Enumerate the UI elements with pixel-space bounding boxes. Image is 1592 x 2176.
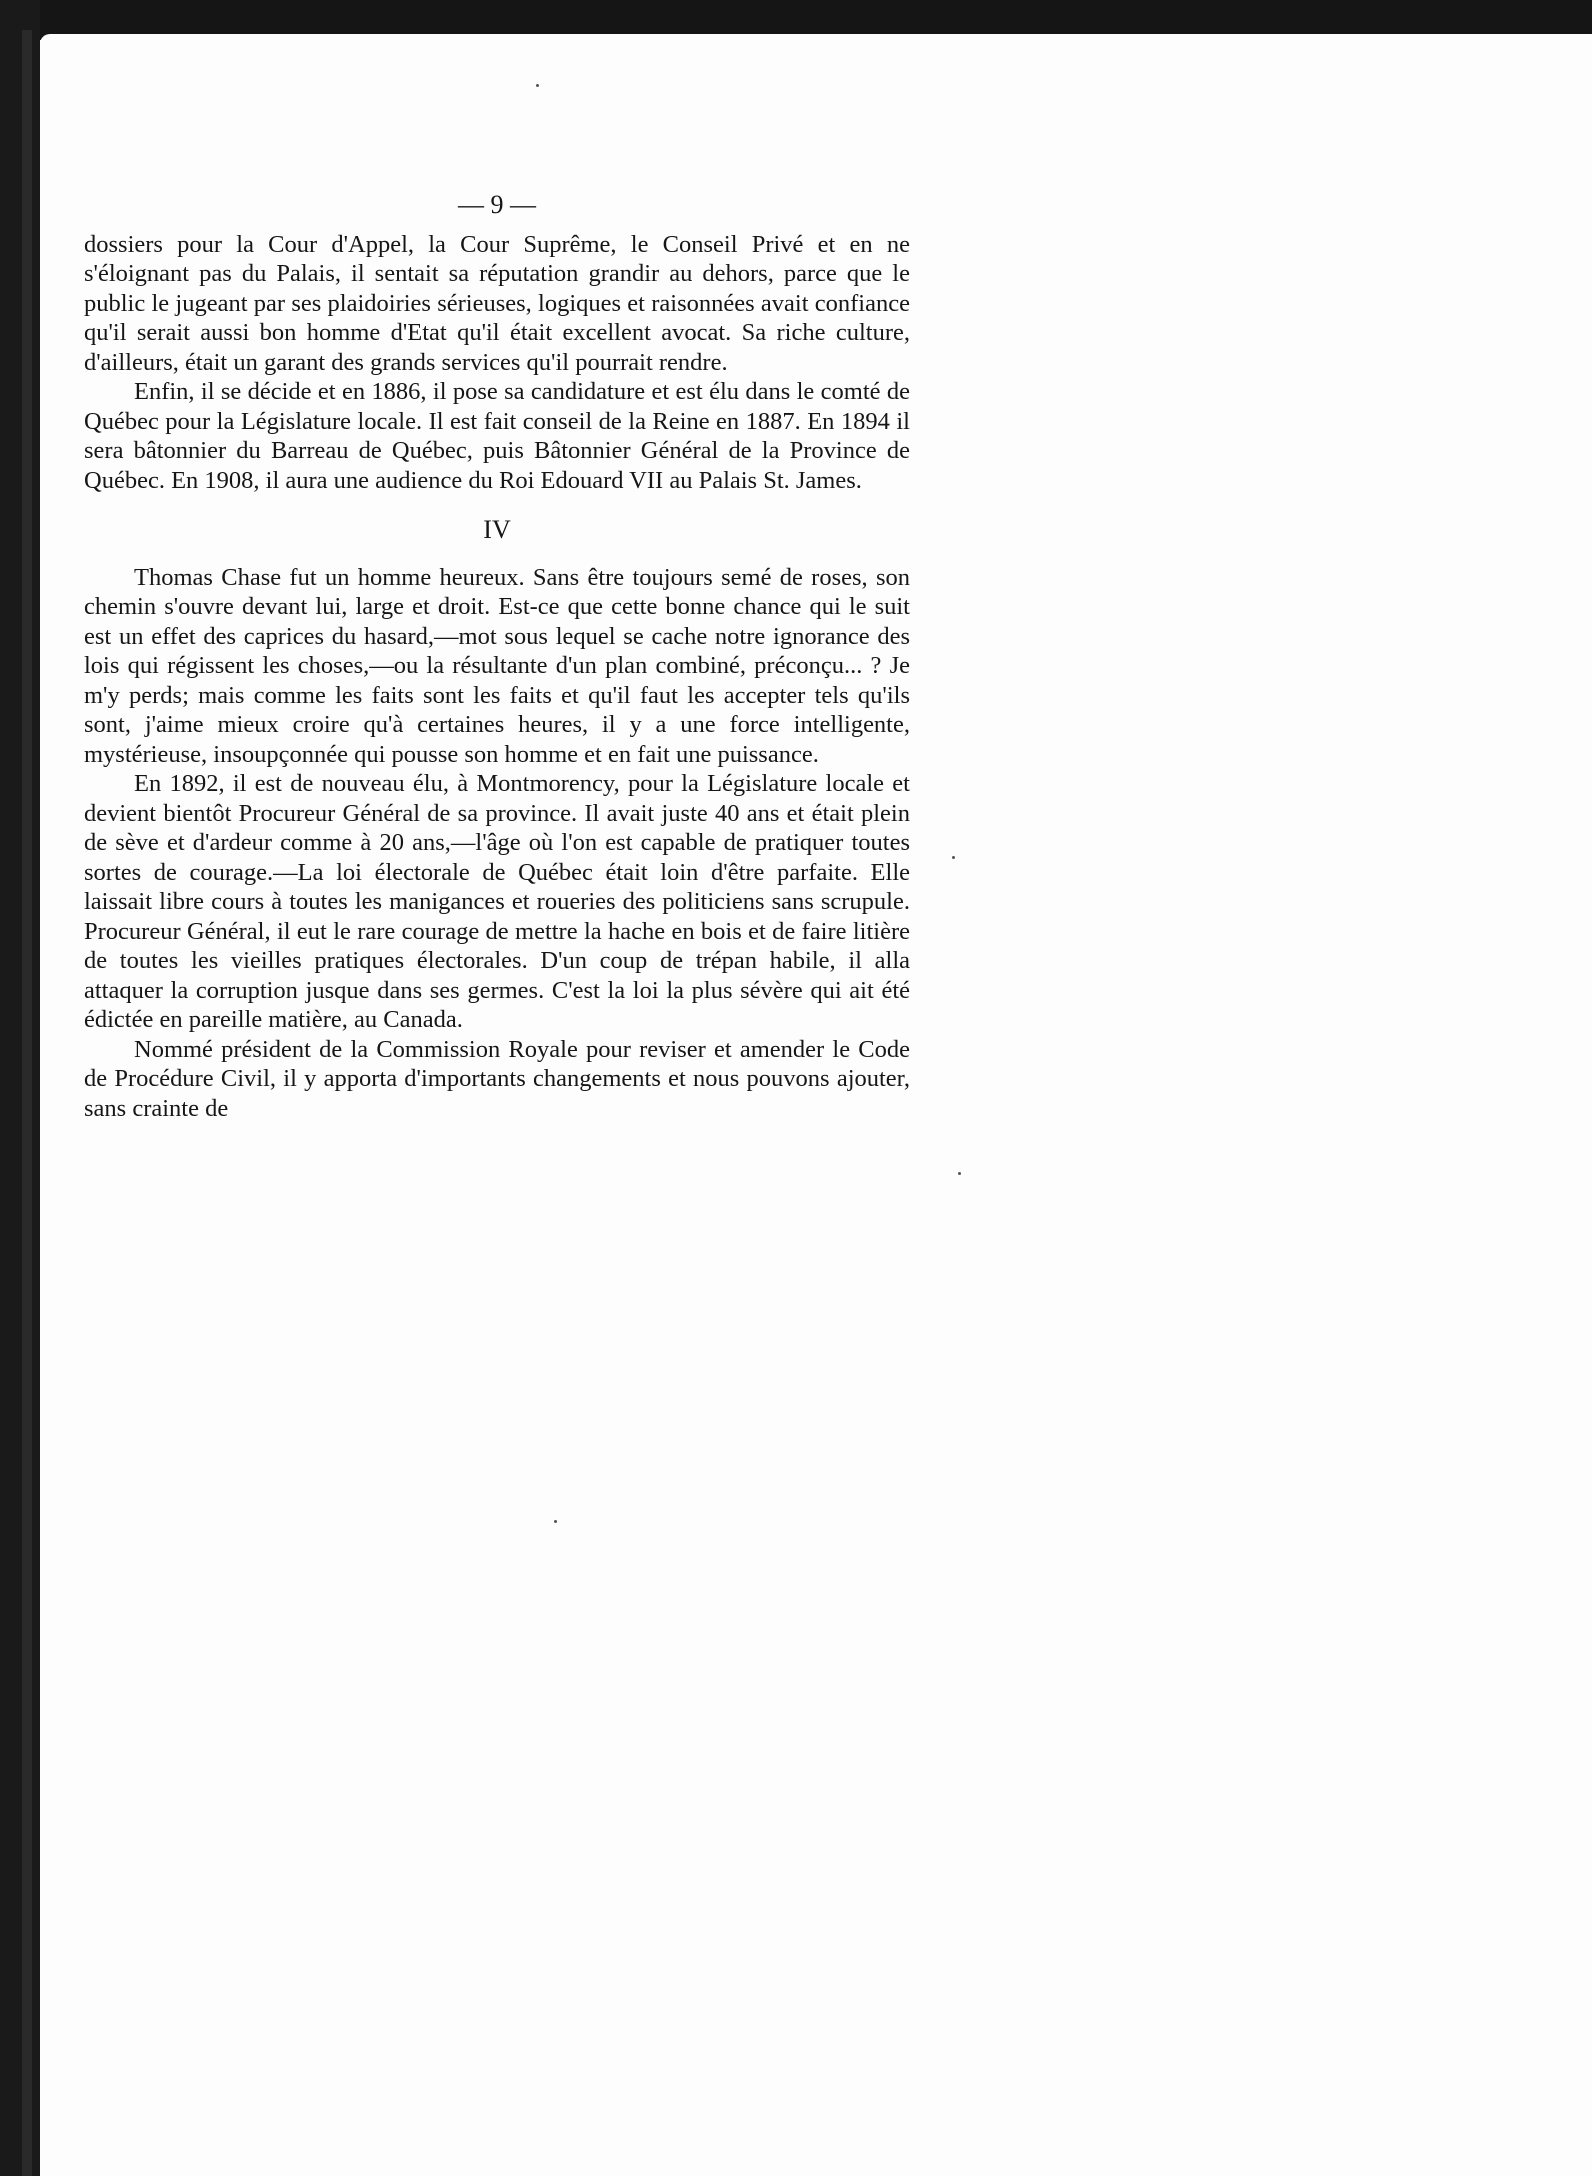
dust-speck [952, 856, 955, 859]
section-heading: IV [483, 515, 511, 544]
paragraph: Nommé président de la Commission Royale pour reviser et amender le Code de Procédure Civil, il y apporta d'importants changements et nous pouvons ajouter, sans crainte de [84, 1035, 910, 1122]
paragraph: Enfin, il se décide et en 1886, il pose sa candidature et est élu dans le comté de Québec pour la Législature locale. Il est fait conseil de la Reine en 1887. En 1894 il sera bâtonnier du Barreau de Québec, puis Bâtonnier Général de la Province de Québec. En 1908, il aura une audience du Roi Edouard VII au Palais St. James. [84, 378, 910, 494]
scan-left-border [0, 0, 40, 2176]
dust-speck [536, 84, 539, 87]
page-number: — 9 — [458, 190, 536, 219]
book-spine-edge [22, 30, 32, 2176]
paragraph: dossiers pour la Cour d'Appel, la Cour Suprême, le Conseil Privé et en ne s'éloignant pas du Palais, il sentait sa réputation grandir au dehors, parce que le public le jugeant par ses plaidoiries sérieuses, logiques et raisonnées avait confiance qu'il serait aussi bon homme d'Etat qu'il était excellent avocat. Sa riche culture, d'ailleurs, était un garant des grands services qu'il pourrait rendre. [84, 230, 910, 376]
paragraph: En 1892, il est de nouveau élu, à Montmorency, pour la Législature locale et devient bientôt Procureur Général de sa province. Il avait juste 40 ans et était plein de sève et d'ardeur comme à 20 ans,—l'âge où l'on est capable de pratiquer toutes sortes de courage.—La loi électorale de Québec était loin d'être parfaite. Elle laissait libre cours à toutes les manigances et roueries des politiciens sans scrupule. Procureur Général, il eut le rare courage de mettre la hache en bois et de faire litière de toutes les vieilles pratiques électorales. D'un coup de trépan habile, il alla attaquer la corruption jusque dans ses germes. C'est la loi la plus sévère qui ait été édictée en pareille matière, au Canada. [84, 770, 910, 1033]
paragraph: Thomas Chase fut un homme heureux. Sans être toujours semé de roses, son chemin s'ouvre devant lui, large et droit. Est-ce que cette bonne chance qui le suit est un effet des caprices du hasard,—mot sous lequel se cache notre ignorance des lois qui régissent les choses,—ou la résultante d'un plan combiné, préconçu... ? Je m'y perds; mais comme les faits sont les faits et qu'il faut les accepter tels qu'ils sont, j'aime mieux croire qu'à certaines heures, il y a une force intelligente, mystérieuse, insoupçonnée qui pousse son homme et en fait une puissance. [84, 563, 910, 768]
dust-speck [554, 1520, 557, 1523]
dust-speck [958, 1172, 961, 1175]
text-column [84, 190, 910, 1123]
